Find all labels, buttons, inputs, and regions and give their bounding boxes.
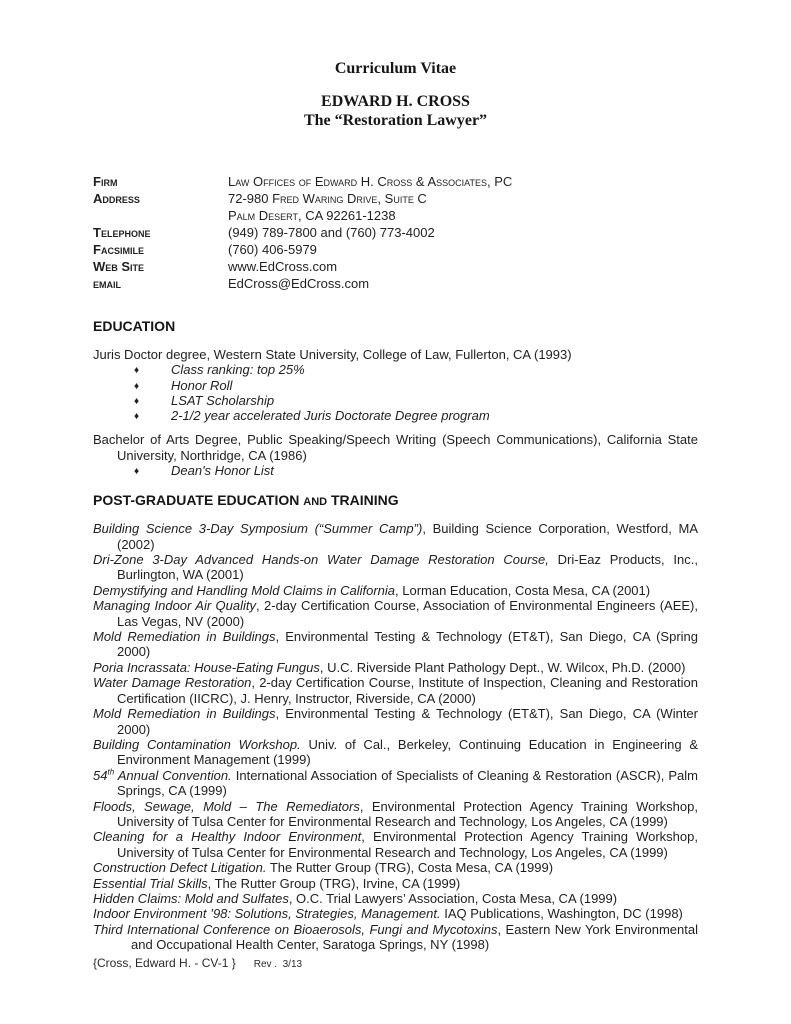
contact-value: (949) 789-7800 and (760) 773-4002 [228,225,435,240]
postgrad-entry-segment: Cleaning for a Healthy Indoor Environment [93,829,362,845]
postgrad-entry-segment: , Environmental Testing & Technology (ET&T), San Diego, CA (Winter 2000) [117,706,698,737]
postgrad-entry-segment: Construction Defect Litigation. [93,860,267,876]
postgrad-entry-segment: Univ. of Cal., Berkeley, Continuing Education in Engineering & Environment Management (1999) [117,736,699,768]
education-bullet-item [93,463,698,478]
postgrad-entry-segment: Dri-Eaz Products, Inc., Burlington, WA (2001) [117,552,698,583]
education-heading: EDUCATION [93,318,176,334]
postgrad-entry [93,598,698,629]
education-bullet-text: 2-1/2 year accelerated Juris Doctorate Degree program [171,408,490,424]
postgrad-entry-segment: IAQ Publications, Washington, DC (1998) [440,906,683,922]
contact-label: Facsimile [93,242,144,257]
postgrad-heading-pre: POST-GRADUATE EDUCATION [93,492,304,509]
postgrad-entry [93,922,698,953]
education-bullet-text: Class ranking: top 25% [171,362,305,378]
education-entries [93,347,698,478]
contact-value: EdCross@EdCross.com [228,276,370,291]
postgrad-entry-segment: Hidden Claims: Mold and Sulfates [93,890,289,906]
contact-row [93,207,698,224]
page-footer [93,956,302,972]
diamond-bullet-icon: ♦ [134,365,140,377]
diamond-bullet-icon: ♦ [134,395,140,407]
postgrad-entry-segment: Managing Indoor Air Quality [93,598,257,614]
education-bullet-text: Honor Roll [171,377,233,393]
education-bullet-list [93,362,698,423]
contact-row [93,190,698,207]
postgrad-entry-segment: , Environmental Protection Agency Training Workshop, University of Tulsa Center for Environmental Research and Technology, Los Angeles, CA (1999) [117,798,698,829]
education-bullet-list [93,463,698,478]
contact-label: Firm [93,174,118,189]
education-entry [93,347,698,423]
education-entry-text: Bachelor of Arts Degree, Public Speaking/Speech Writing (Speech Communications), California State University, Northridge, CA (1986) [93,432,698,463]
contact-row [93,275,698,292]
postgrad-entry-segment: Demystifying and Handling Mold Claims in California [93,582,396,598]
postgrad-entry [93,906,698,921]
document-title: Curriculum Vitae [334,60,457,77]
postgrad-entry [93,706,698,737]
diamond-bullet-icon: ♦ [134,411,140,423]
postgrad-entry-segment: Essential Trial Skills [93,875,208,891]
postgrad-entry-segment: , Eastern New York Environmental and Occupational Health Center, Saratoga Springs, NY (1998) [131,921,698,953]
postgrad-entry [93,675,698,706]
contact-value: Palm Desert, CA 92261-1238 [228,208,396,223]
education-bullet-text: LSAT Scholarship [171,392,275,408]
postgrad-entry-segment: , The Rutter Group (TRG), Irvine, CA (1999) [207,875,461,891]
person-tagline: The “Restoration Lawyer” [303,112,488,129]
postgrad-entry-segment: Building Science 3-Day Symposium (“Summer Camp”) [93,521,423,537]
name-block [93,92,698,130]
contact-label: Web Site [93,259,145,274]
postgrad-entry-segment: International Association of Specialists of Cleaning & Restoration (ASCR), Palm Springs, CA (1999) [117,767,698,799]
postgrad-entry-segment: , 2-day Certification Course, Institute of Inspection, Cleaning and Restoration Certification (IICRC), J. Henry, Instructor, Riverside, CA (2000) [117,675,698,706]
education-bullet-item [93,408,698,423]
postgrad-entry [93,737,698,768]
postgrad-entry-segment: The Rutter Group (TRG), Costa Mesa, CA (1999) [266,860,554,876]
postgrad-entry-segment: th [107,767,115,777]
contact-row [93,258,698,275]
postgrad-entry-segment: Building Contamination Workshop. [93,736,301,752]
postgrad-entry [93,860,698,875]
education-entry-text: Juris Doctor degree, Western State University, College of Law, Fullerton, CA (1993) [93,347,572,362]
postgrad-entry-segment: , U.C. Riverside Plant Pathology Dept., W. Wilcox, Ph.D. (2000) [319,659,686,675]
postgrad-entry [93,829,698,860]
contact-value: www.EdCross.com [228,259,338,274]
postgrad-entry-segment: Poria Incrassata: House-Eating Fungus [93,659,320,675]
postgrad-entry-segment: Mold Remediation in Buildings [93,629,276,645]
postgrad-entry-segment: Third International Conference on Bioaerosols, Fungi and Mycotoxins [93,921,498,937]
contact-value: (760) 406-5979 [228,242,317,257]
diamond-bullet-icon: ♦ [134,466,140,478]
postgrad-entry-segment: , Building Science Corporation, Westford, MA (2002) [117,521,698,552]
contact-row [93,241,698,258]
postgrad-entry-segment: Water Damage Restoration [93,675,252,691]
postgrad-entry [93,583,698,598]
education-bullet-text: Dean's Honor List [171,463,274,479]
contact-block [93,173,698,292]
postgrad-entry [93,521,698,552]
education-bullet-item [93,393,698,408]
postgrad-entry [93,876,698,891]
education-entry [93,432,698,478]
contact-row [93,173,698,190]
footer-revision: Rev . 3/13 [253,959,303,970]
postgrad-entry-segment: , Lorman Education, Costa Mesa, CA (2001) [395,582,651,598]
contact-label [93,207,228,224]
footer-doc-id: {Cross, Edward H. - CV-1 } [93,956,236,970]
postgrad-entry [93,629,698,660]
postgrad-entry-segment: 54 [93,767,108,783]
postgrad-entry-segment: , 2-day Certification Course, Association of Environmental Engineers (AEE), Las Vegas, NV (2000) [117,598,698,629]
postgrad-entry-segment: Annual Convention. [114,767,232,783]
postgrad-entry [93,891,698,906]
postgrad-entry-segment: , O.C. Trial Lawyers’ Association, Costa Mesa, CA (1999) [288,890,618,906]
postgrad-entry-segment: , Environmental Testing & Technology (ET&T), San Diego, CA (Spring 2000) [117,629,699,660]
postgrad-entry-segment: Floods, Sewage, Mold – The Remediators [93,798,360,814]
contact-label: Address [93,191,140,206]
contact-label: Telephone [93,225,151,240]
postgrad-heading-and: AND [303,496,328,509]
contact-value: 72-980 Fred Waring Drive, Suite C [228,191,427,206]
postgrad-entry [93,660,698,675]
postgrad-entry-segment: , Environmental Protection Agency Training Workshop, University of Tulsa Center for Environmental Research and Technology, Los Angeles, CA (1999) [117,829,698,860]
postgrad-entries [93,521,698,952]
contact-value: Law Offices of Edward H. Cross & Associates, PC [228,174,513,189]
diamond-bullet-icon: ♦ [134,380,140,392]
postgrad-entry [93,552,698,583]
contact-label: email [93,276,121,291]
postgrad-entry [93,768,698,799]
education-bullet-item [93,378,698,393]
postgrad-entry-segment: Indoor Environment ’98: Solutions, Strategies, Management. [93,906,441,922]
postgrad-entry-segment: Mold Remediation in Buildings [93,706,276,722]
education-bullet-item [93,362,698,377]
postgrad-heading [93,492,698,511]
postgrad-entry-segment: Dri-Zone 3-Day Advanced Hands-on Water Damage Restoration Course, [93,552,549,568]
postgrad-entry [93,799,698,830]
postgrad-heading-post: TRAINING [327,492,399,509]
contact-row [93,224,698,241]
person-name: EDWARD H. CROSS [321,93,470,110]
